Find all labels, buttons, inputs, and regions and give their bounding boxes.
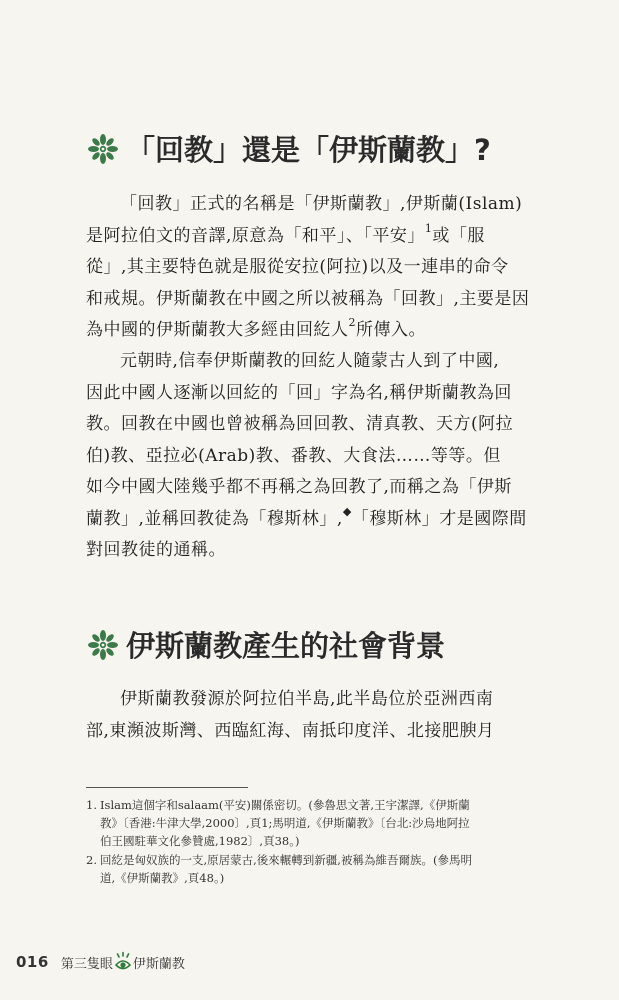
page-number: 016 — [16, 953, 49, 971]
footnotes — [86, 796, 546, 888]
text-line: 「回教」正式的名稱是「伊斯蘭教」,伊斯蘭(Islam) — [120, 194, 523, 214]
book-title-part-2: 伊斯蘭教 — [132, 956, 185, 972]
footnote-line: 伯王國駐華文化參贊處,1982〕,頁38。) — [100, 834, 300, 848]
section-heading-huijiao-or-islam — [86, 128, 491, 169]
text-line: 教。回教在中國也曾被稱為回回教、清真教、天方(阿拉 — [86, 414, 514, 434]
text-line — [86, 221, 544, 253]
footnote-2 — [86, 851, 546, 887]
text-line: 如今中國大陸幾乎都不再稱之為回教了,而稱之為「伊斯 — [86, 477, 512, 497]
third-eye-icon — [114, 951, 132, 973]
section-heading-text: 「回教」還是「伊斯蘭教」? — [126, 133, 491, 167]
text-line — [86, 504, 544, 536]
text-line: 元朝時,信奉伊斯蘭教的回紇人隨蒙古人到了中國, — [120, 351, 500, 371]
floral-ornament-icon — [86, 132, 120, 166]
section-heading-social-background — [86, 624, 445, 665]
footnote-line: 道,《伊斯蘭教》,頁48。) — [100, 871, 225, 885]
paragraph-arabian-peninsula — [86, 684, 544, 747]
text-line: 伯)教、亞拉必(Arab)教、番教、大食法……等等。但 — [86, 445, 501, 466]
footnote-number: 1. — [86, 798, 97, 812]
section-heading-text: 伊斯蘭教產生的社會背景 — [126, 629, 446, 663]
text-line: 對回教徒的通稱。 — [86, 540, 226, 560]
footnote-ref-1[interactable]: 1 — [424, 221, 433, 235]
text-line: 因此中國人逐漸以回紇的「回」字為名,稱伊斯蘭教為回 — [86, 382, 512, 403]
text-line — [86, 315, 544, 347]
footnote-divider — [86, 787, 248, 788]
book-title-part-1: 第三隻眼 — [60, 956, 113, 972]
footnote-1 — [86, 796, 546, 850]
paragraph-name-origin — [86, 189, 544, 347]
text-segment: 或「服 — [432, 225, 485, 246]
text-segment: 「穆斯林」才是國際間 — [351, 508, 527, 529]
text-segment: 所傳入。 — [356, 320, 426, 340]
floral-ornament-icon — [86, 628, 120, 662]
footnote-ref-2[interactable]: 2 — [348, 316, 356, 330]
text-segment: 蘭教」,並稱回教徒為「穆斯林」, — [86, 508, 343, 529]
text-line: 和戒規。伊斯蘭教在中國之所以被稱為「回教」,主要是因 — [86, 288, 530, 309]
footnote-line: 教》〔香港:牛津大學,2000〕,頁1;馬明道,《伊斯蘭教》〔台北:沙烏地阿拉 — [100, 816, 470, 830]
text-segment: 是阿拉伯文的音譯,原意為「和平」、「平安」 — [86, 225, 425, 246]
text-line: 從」,其主要特色就是服從安拉(阿拉)以及一連串的命令 — [86, 257, 509, 277]
text-line: 部,東瀕波斯灣、西臨紅海、南抵印度洋、北接肥腴月 — [86, 720, 495, 741]
text-line: 伊斯蘭教發源於阿拉伯半島,此半島位於亞洲西南 — [120, 689, 494, 709]
footnote-line: 回紇是匈奴族的一支,原居蒙古,後來輾轉到新疆,被稱為維吾爾族。(參馬明 — [100, 853, 472, 867]
footnote-number: 2. — [86, 853, 97, 867]
footnote-line: Islam這個字和salaam(平安)關係密切。(參魯思文著,王宇潔譯,《伊斯蘭 — [100, 798, 470, 812]
diamond-mark-icon: ◆ — [342, 504, 352, 518]
paragraph-yuan-dynasty — [86, 346, 544, 567]
page-footer — [16, 951, 185, 973]
text-segment: 為中國的伊斯蘭教大多經由回紇人 — [86, 320, 349, 340]
